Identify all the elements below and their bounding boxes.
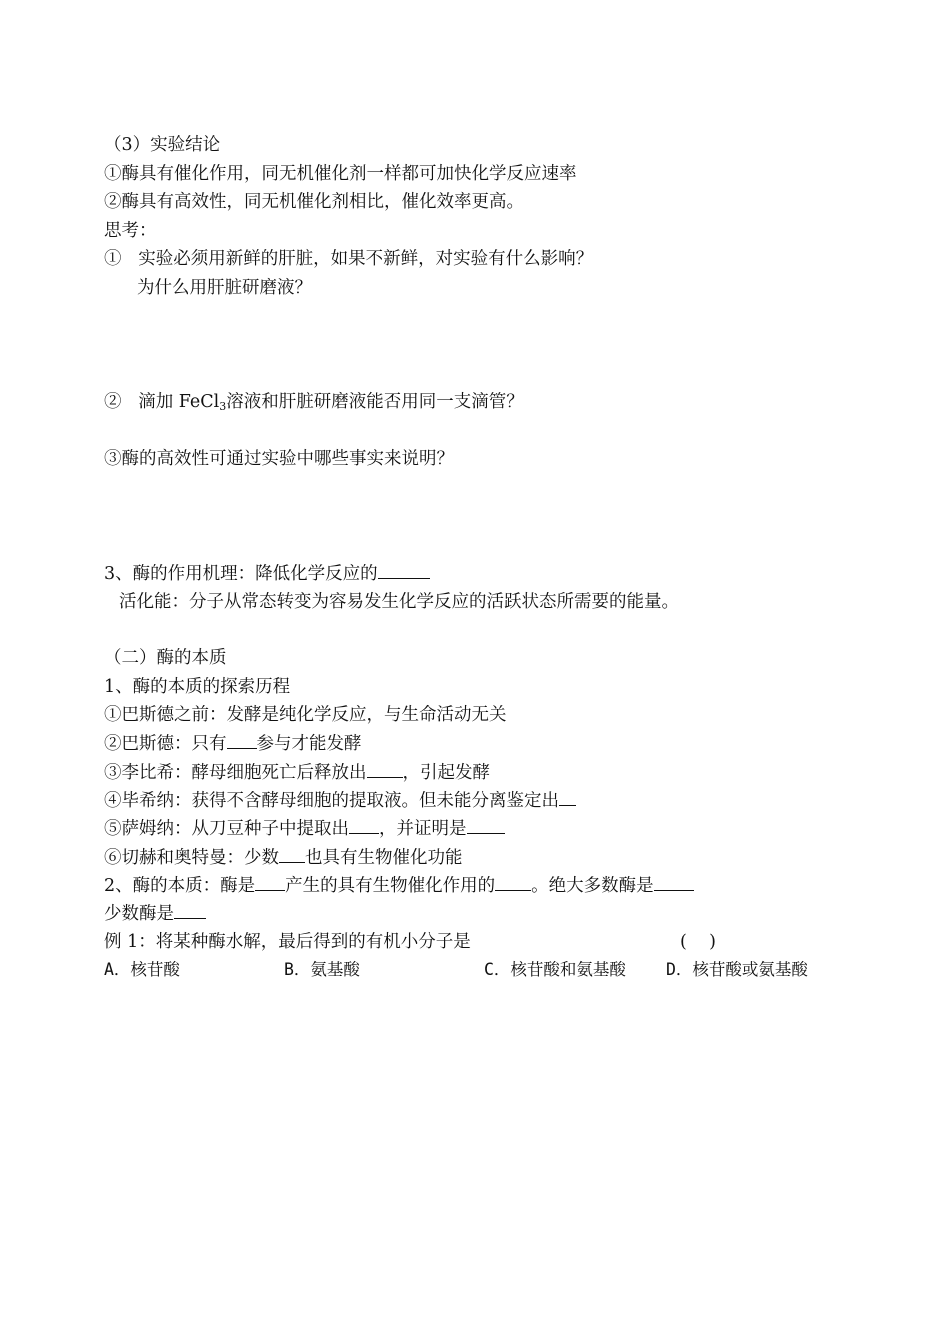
conclusion-point-1: ①酶具有催化作用，同无机催化剂一样都可加快化学反应速率 [104, 164, 577, 184]
example-question: 例 1：将某种酶水解，最后得到的有机小分子是 [104, 932, 471, 952]
history-item-2 [104, 731, 362, 756]
h2-pre: ②巴斯德：只有 [104, 734, 227, 754]
q2-subscript: 3 [219, 400, 227, 413]
thinking-question-2 [104, 390, 524, 419]
answer-blank[interactable] [378, 561, 430, 579]
history-item-4 [104, 788, 576, 813]
mechanism-line [104, 561, 430, 586]
answer-blank[interactable] [367, 760, 403, 778]
history-item-1: ①巴斯德之前：发酵是纯化学反应，与生命活动无关 [104, 705, 507, 725]
essence-b: 产生的具有生物催化作用的 [285, 876, 496, 896]
h6-post: 也具有生物催化功能 [305, 848, 463, 868]
q2-text-post: 溶液和肝脏研磨液能否用同一支滴管？ [226, 392, 524, 412]
h5-mid: ，并证明是 [379, 819, 467, 839]
answer-blank[interactable] [467, 816, 505, 834]
h2-post: 参与才能发酵 [256, 734, 362, 754]
thinking-label: 思考： [104, 221, 157, 241]
history-item-5 [104, 816, 505, 841]
h5-pre: ⑤萨姆纳：从刀豆种子中提取出 [104, 819, 349, 839]
q2-text-pre: ② 滴加 FeCl [104, 392, 220, 412]
nature-heading: （二）酶的本质 [104, 648, 227, 668]
essence-c: 。绝大多数酶是 [531, 876, 654, 896]
option-d[interactable]: D．核苷酸或氨基酸 [666, 960, 808, 979]
activation-energy-definition: 活化能：分子从常态转变为容易发生化学反应的活跃状态所需要的能量。 [119, 592, 679, 612]
answer-blank[interactable] [349, 816, 379, 834]
h3-pre: ③李比希：酵母细胞死亡后释放出 [104, 763, 367, 783]
answer-blank[interactable] [559, 788, 576, 806]
h4-text: ④毕希纳：获得不含酵母细胞的提取液。但未能分离鉴定出 [104, 791, 559, 811]
answer-bracket[interactable]: ( ) [680, 932, 716, 952]
essence-line [104, 873, 694, 898]
h6-pre: ⑥切赫和奥特曼：少数 [104, 848, 279, 868]
history-item-3 [104, 760, 490, 785]
option-c[interactable]: C．核苷酸和氨基酸 [484, 960, 626, 979]
history-title: 1、酶的本质的探索历程 [104, 677, 291, 697]
example-options [104, 958, 864, 982]
essence-a: 2、酶的本质：酶是 [104, 876, 256, 896]
essence-line-2 [104, 901, 206, 926]
option-b[interactable]: B．氨基酸 [284, 960, 360, 979]
option-a[interactable]: A．核苷酸 [104, 960, 180, 979]
conclusion-point-2: ②酶具有高效性，同无机催化剂相比，催化效率更高。 [104, 192, 524, 212]
essence-d: 少数酶是 [104, 904, 174, 924]
answer-blank[interactable] [654, 873, 694, 891]
conclusion-heading: （3）实验结论 [104, 135, 221, 155]
thinking-question-1-cont: 为什么用肝脏研磨液？ [137, 278, 312, 298]
answer-blank[interactable] [227, 731, 257, 749]
answer-blank[interactable] [174, 901, 206, 919]
h3-post: ，引起发酵 [402, 763, 490, 783]
answer-blank[interactable] [255, 873, 285, 891]
mechanism-text: 3、酶的作用机理：降低化学反应的 [104, 564, 378, 584]
answer-blank[interactable] [279, 845, 305, 863]
thinking-question-3: ③酶的高效性可通过实验中哪些事实来说明？ [104, 449, 454, 469]
answer-blank[interactable] [495, 873, 531, 891]
thinking-question-1: ① 实验必须用新鲜的肝脏，如果不新鲜，对实验有什么影响？ [104, 249, 594, 269]
history-item-6 [104, 845, 463, 870]
